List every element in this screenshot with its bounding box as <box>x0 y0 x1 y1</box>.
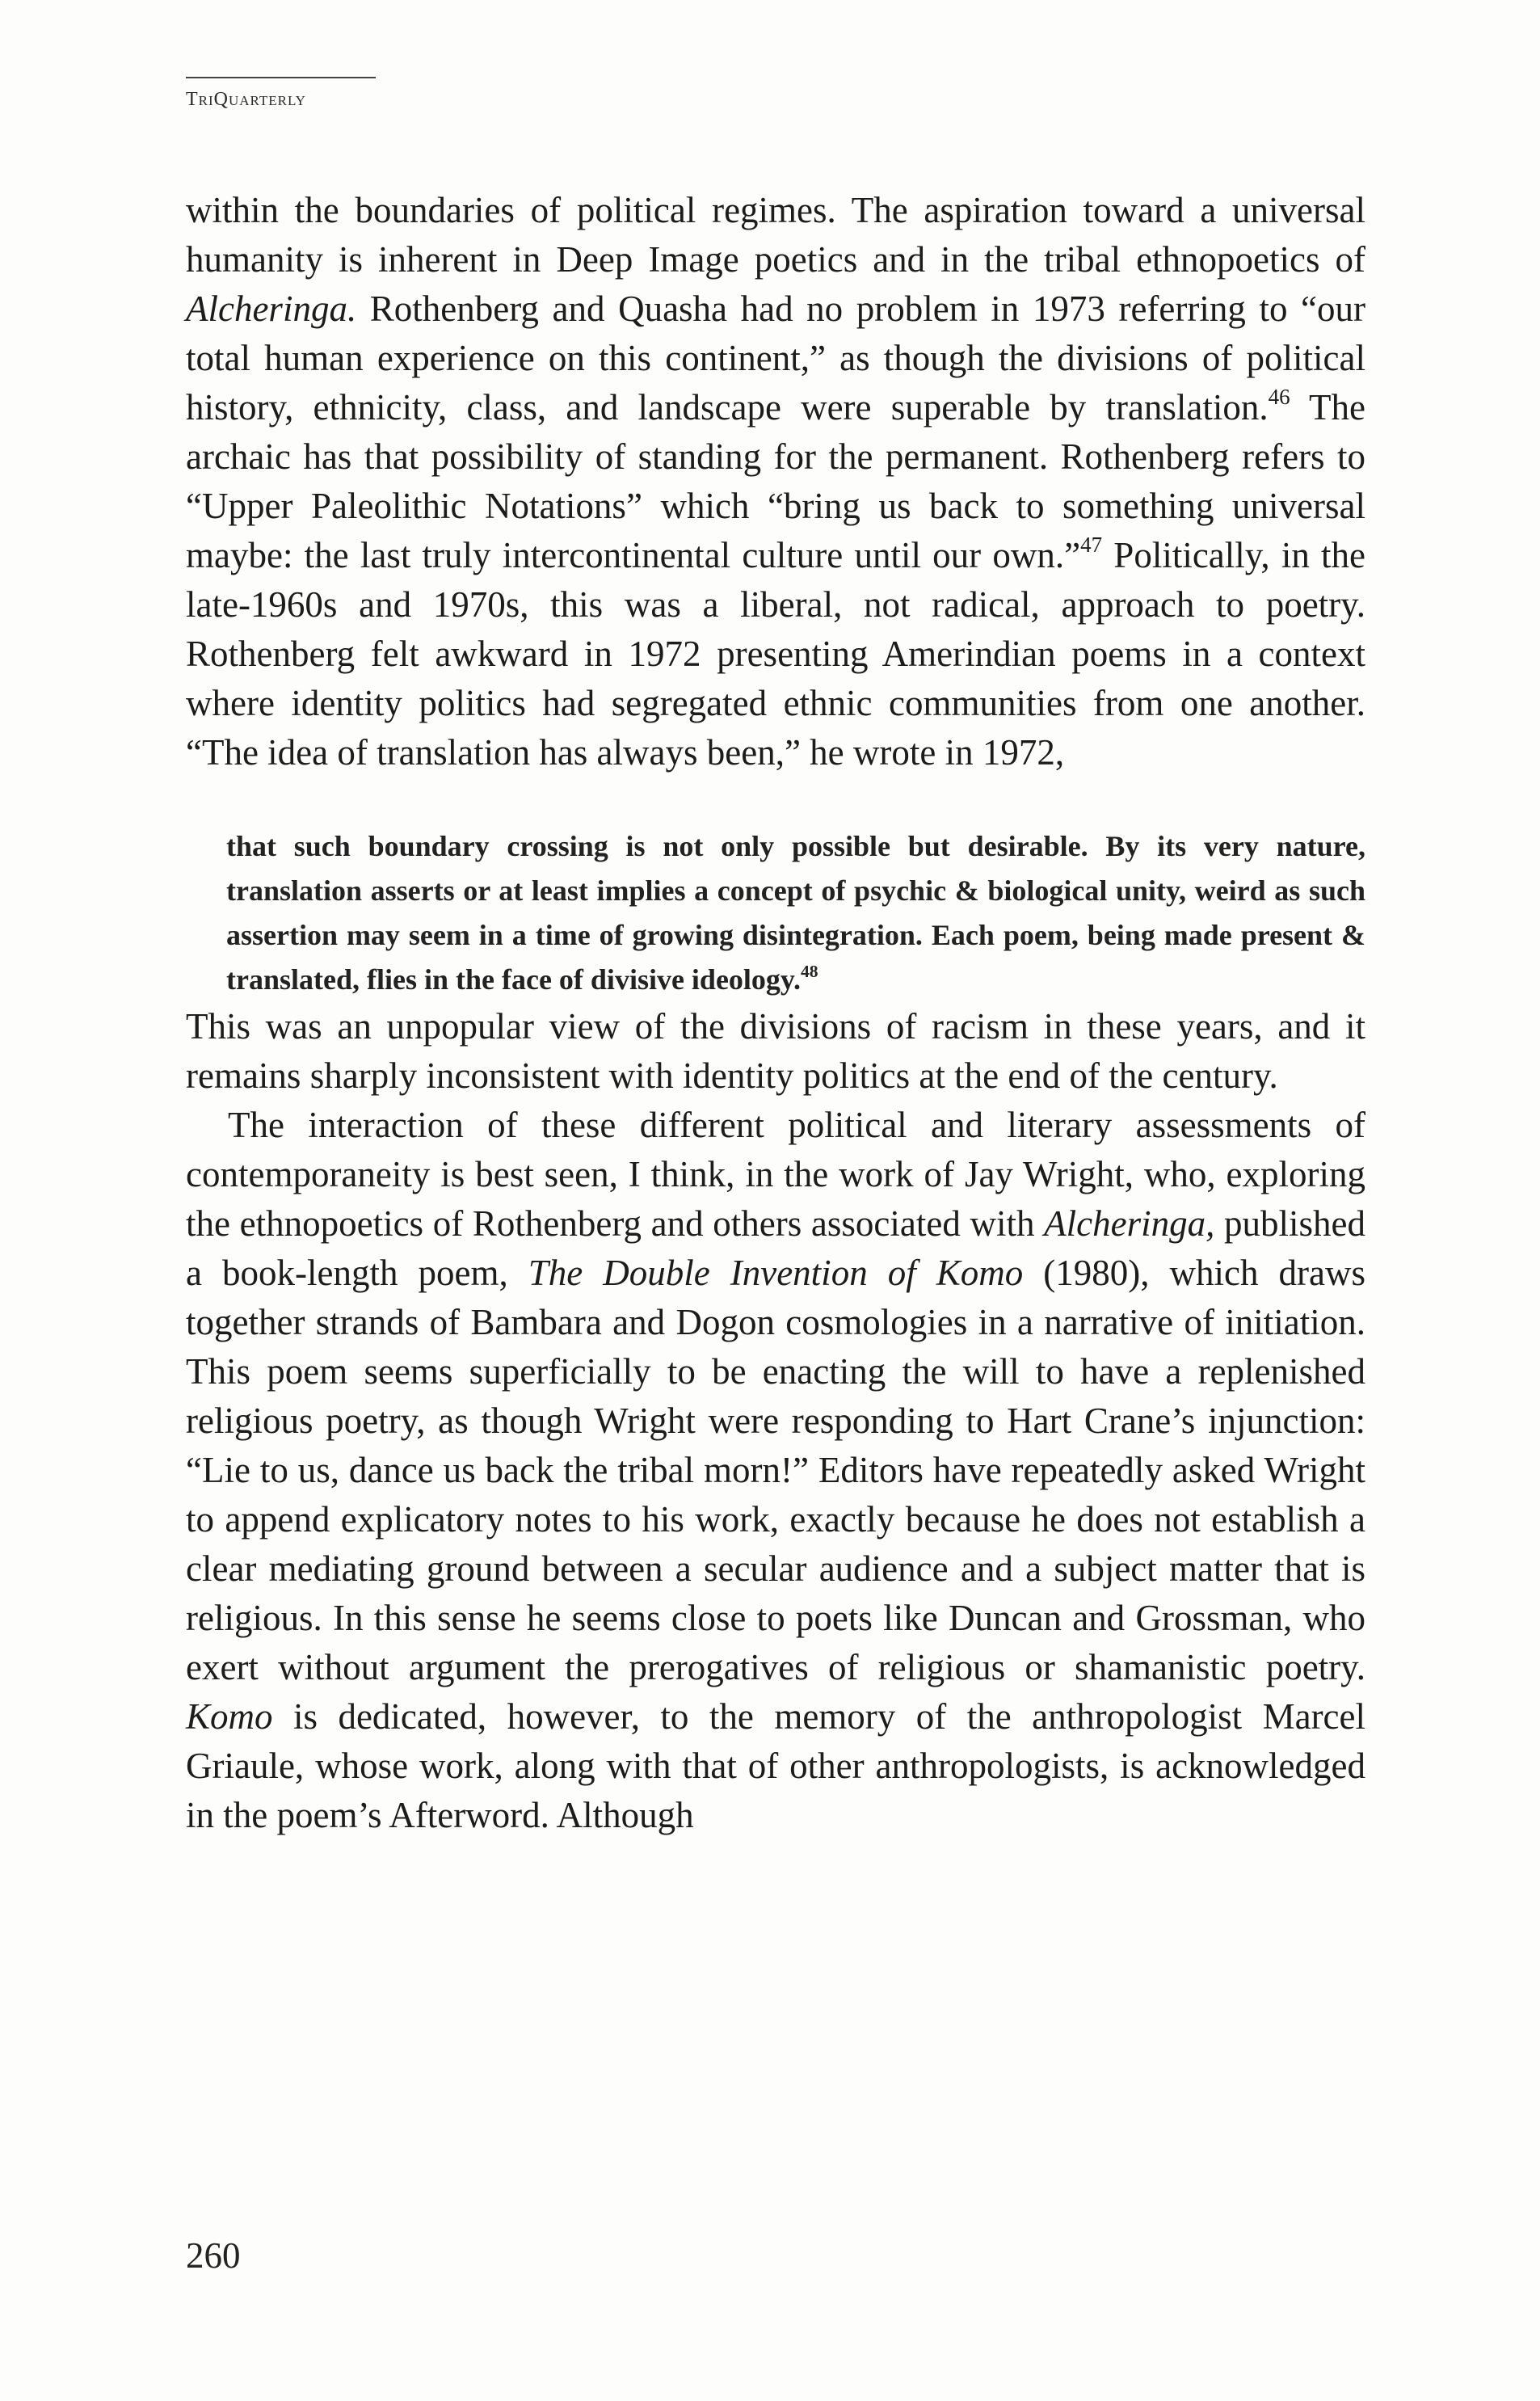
paragraph-1 <box>186 186 1365 777</box>
para3-text-a: The interaction of these different political and literary assessments of contemporaneity is best seen, I think, in the work of Jay Wright, who, exploring the ethnopoetics of Rothenberg and others associated with <box>186 1105 1365 1244</box>
block-quote <box>226 824 1365 1002</box>
footnote-ref-48: 48 <box>800 961 818 981</box>
para1-text-d: Politically, in the late-1960s and 1970s, this was a liberal, not radical, approach to poetry. Rothenberg felt awkward in 1972 presenting Amerindian poems in a context where identity politics had segregated ethnic communities from one another. “The idea of translation has always been,” he wrote in 1972, <box>186 535 1366 773</box>
quote-text: that such boundary crossing is not only possible but desirable. By its very nature, translation asserts or at least implies a concept of psychic & biological unity, weird as such assertion may seem in a time of growing disintegration. Each poem, being made present & translated, flies in the face of divisive ideology. <box>226 830 1365 996</box>
para3-italic-komo: Komo <box>186 1696 273 1737</box>
paragraph-2: This was an unpopular view of the divisions of racism in these years, and it remains sharply inconsistent with identity politics at the end of the century. <box>186 1006 1365 1096</box>
page-number: 260 <box>186 2235 241 2276</box>
para1-text-c: The archaic has that possibility of standing for the permanent. Rothenberg refers to “Upper Paleolithic Notations” which “bring us back to something universal maybe: the last truly intercontinental culture until our own.” <box>186 387 1365 575</box>
para1-text-a: within the boundaries of political regimes. The aspiration toward a universal humanity is inherent in Deep Image poetics and in the tribal ethnopoetics of <box>186 190 1365 280</box>
para3-italic-book-title: The Double Invention of Komo <box>528 1253 1024 1293</box>
para3-text-c: (1980), which draws together strands of Bambara and Dogon cosmologies in a narrative of initiation. This poem seems superficially to be enacting the will to have a replenished religious poetry, as though Wright were responding to Hart Crane’s injunction: “Lie to us, dance us back the tribal morn!” Editors have repeatedly asked Wright to append explicatory notes to his work, exactly because he does not establish a clear mediating ground between a secular audience and a subject matter that is religious. In this sense he seems close to poets like Duncan and Grossman, who exert without argument the prerogatives of religious or shamanistic poetry. <box>186 1253 1365 1687</box>
footnote-ref-47: 47 <box>1080 533 1103 558</box>
paragraph-3 <box>186 1101 1365 1840</box>
para3-text-d: is dedicated, however, to the memory of the anthropologist Marcel Griaule, whose work, along with that of other anthropologists, is acknowledged in the poem’s Afterword. Although <box>186 1696 1365 1835</box>
para1-text-b: Rothenberg and Quasha had no problem in 1973 referring to “our total human experience on this continent,” as though the divisions of political history, ethnicity, class, and landscape were superable by translation. <box>186 289 1365 428</box>
para3-text-b: published a book-length poem, <box>186 1203 1366 1293</box>
running-head: TriQuarterly <box>186 89 306 110</box>
para1-italic-alcheringa: Alcheringa. <box>186 289 357 329</box>
footnote-ref-46: 46 <box>1268 385 1290 410</box>
text-column <box>186 186 1365 1840</box>
running-head-rule <box>186 77 376 78</box>
para3-italic-alcheringa: Alcheringa, <box>1044 1203 1215 1244</box>
